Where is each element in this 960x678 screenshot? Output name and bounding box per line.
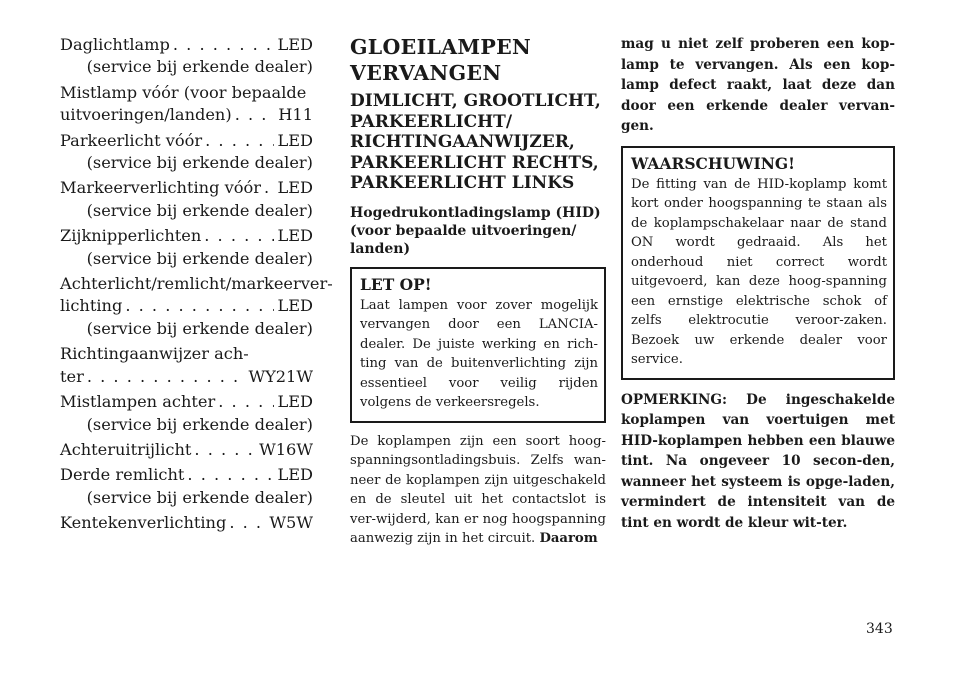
spec-label-line1: Richtingaanwijzer ach-	[60, 344, 249, 364]
subtitle-line: DIMLICHT, GROOTLICHT,	[350, 91, 601, 111]
spec-label: Kentekenverlichting	[60, 513, 227, 533]
spec-label-line1: Achterlicht/remlicht/markeerver-	[60, 274, 333, 294]
spec-label: Daglichtlamp	[60, 35, 170, 54]
spec-value: H11	[278, 105, 313, 125]
spec-row-markeer	[60, 177, 313, 199]
subtitle-line: PARKEERLICHT RECHTS,	[350, 152, 599, 173]
spec-value: W5W	[269, 513, 313, 533]
leader-dots	[204, 225, 274, 247]
spec-value: W16W	[259, 439, 313, 459]
leader-dots	[264, 177, 274, 199]
lamp-type-line: Hogedrukontladingslamp (HID)	[350, 204, 601, 221]
spec-label: ter	[60, 366, 84, 386]
leader-dots	[187, 464, 274, 486]
spec-row-parkeerlicht	[60, 130, 313, 152]
spec-label: Markeerverlichting vóór	[60, 178, 261, 198]
subtitle-line: RICHTINGAANWIJZER,	[350, 132, 575, 152]
body-paragraph	[350, 432, 606, 549]
spec-label: lichting	[60, 296, 123, 316]
spec-label: Parkeerlicht vóór	[60, 130, 203, 150]
leader-dots	[173, 34, 275, 56]
subtitle-line: PARKEERLICHT/	[350, 111, 513, 132]
spec-note: (service bij erkende dealer)	[86, 318, 313, 338]
spec-label: Derde remlicht	[60, 465, 185, 485]
spec-note: (service bij erkende dealer)	[86, 153, 313, 173]
section-title-line2: VERVANGEN	[350, 61, 502, 85]
spec-row-richting	[60, 366, 313, 388]
spec-row-achterlicht	[60, 295, 313, 317]
lamp-type-line: (voor bepaalde uitvoeringen/	[350, 222, 577, 239]
leader-dots	[218, 391, 274, 413]
spec-note: (service bij erkende dealer)	[86, 57, 313, 77]
spec-label-line1: Mistlamp vóór (voor bepaalde	[60, 82, 307, 102]
leader-dots	[235, 104, 276, 126]
spec-row-derde	[60, 464, 313, 486]
right-column	[621, 34, 895, 533]
lamp-type-line: landen)	[350, 240, 411, 257]
continued-paragraph: mag u niet zelf proberen een kop-lamp te vervangen. Als een kop-lamp defect raakt, laat deze dan door een erkende dealer vervan-gen.	[621, 36, 895, 134]
spec-note: (service bij erkende dealer)	[86, 200, 313, 220]
leader-dots	[125, 295, 274, 317]
spec-label: uitvoeringen/landen)	[60, 105, 232, 125]
spec-label: Zijknipperlichten	[60, 226, 202, 246]
warning-text: De fitting van de HID-koplamp komt kort onder hoogspanning te staan als de koplampschakelaar naar de stand ON wordt gedraaid. Als het onderhoud niet correct wordt uitgevoerd, kan deze hoog-spanning een ernstige elektrische schok of zelfs elektrocutie veroor-zaken. Bezoek uw erkende dealer voor service.	[631, 176, 887, 367]
spec-value: LED	[277, 178, 313, 198]
spec-label: Mistlampen achter	[60, 392, 216, 412]
page-number: 343	[866, 621, 893, 637]
body-text: De koplampen zijn een soort hoog-spanningsontladingsbuis. Zelfs wan-neer de koplampen zijn uitgeschakeld en de sleutel uit het contactslot is ver-wijderd, kan er nog hoogspanning aanwezig zijn in het circuit.	[350, 433, 606, 546]
section-title	[350, 34, 606, 86]
spec-row-daglicht	[60, 34, 313, 56]
subtitle-line: PARKEERLICHT LINKS	[350, 173, 575, 193]
lamp-type-heading	[350, 204, 606, 258]
spec-note: (service bij erkende dealer)	[86, 248, 313, 268]
body-bold-text: Daarom	[539, 531, 598, 546]
caution-box	[350, 267, 606, 423]
spec-row-mistlamp	[60, 104, 313, 126]
leader-dots	[87, 366, 246, 388]
leader-dots	[229, 512, 266, 534]
spec-label: Achteruitrijlicht	[60, 439, 192, 459]
spec-value: LED	[277, 465, 313, 485]
spec-note: (service bij erkende dealer)	[86, 414, 313, 434]
caution-title: LET OP!	[360, 274, 432, 294]
spec-row-kenteken	[60, 512, 313, 534]
bulb-spec-list	[60, 34, 333, 535]
spec-value: LED	[277, 35, 313, 54]
spec-row-mistachter	[60, 391, 313, 413]
leader-dots	[205, 130, 274, 152]
note-paragraph: OPMERKING: De ingeschakelde koplampen van voertuigen met HID-koplampen hebben een blauwe tint. Na ongeveer 10 secon-den, wanneer het systeem is opge-laden, vermindert de intensiteit van de tint en wordt de kleur wit-ter.	[621, 391, 895, 531]
leader-dots	[194, 439, 256, 461]
spec-value: LED	[277, 226, 313, 246]
spec-row-zijknipper	[60, 225, 313, 247]
spec-value: LED	[277, 130, 313, 150]
spec-value: LED	[277, 296, 313, 316]
spec-value: WY21W	[248, 366, 313, 386]
spec-note: (service bij erkende dealer)	[86, 487, 313, 507]
warning-box	[621, 146, 895, 380]
section-column	[350, 34, 606, 549]
section-subtitle	[350, 91, 606, 194]
warning-title: WAARSCHUWING!	[631, 153, 795, 173]
spec-value: LED	[277, 392, 313, 412]
section-title-line1: GLOEILAMPEN	[350, 35, 532, 59]
spec-row-achteruit	[60, 439, 313, 461]
caution-text: Laat lampen voor zover mogelijk vervangen door een LANCIA-dealer. De juiste werking en rich-ting van de buitenverlichting zijn essentieel voor veilig rijden volgens de verkeersregels.	[360, 297, 598, 410]
